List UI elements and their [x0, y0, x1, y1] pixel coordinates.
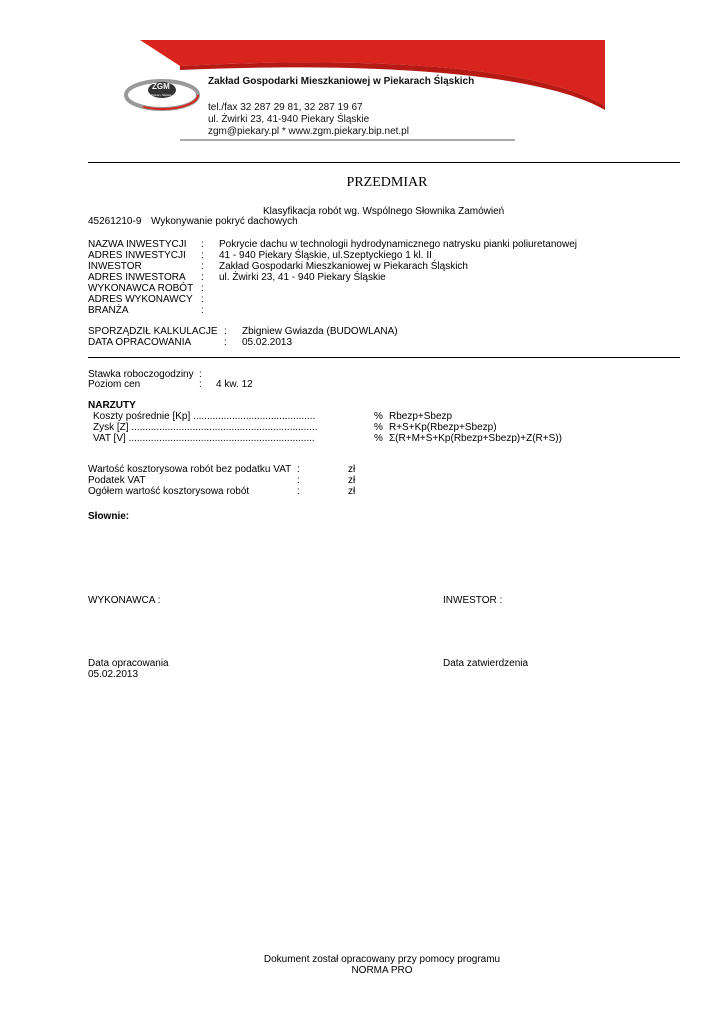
company-address: ul. Żwirki 23, 41-940 Piekary Śląskie — [208, 114, 370, 125]
classification-heading: Klasyfikacja robót wg. Wspólnego Słownika Zamówień — [263, 206, 505, 217]
info-label: WYKONAWCA ROBÓT — [88, 283, 194, 294]
info-value: Pokrycie dachu w technologii hydrodynamicznego natrysku pianki poliuretanowej — [219, 239, 577, 250]
labor-rate-label: Stawka roboczogodziny — [88, 369, 194, 380]
info-label: ADRES WYKONAWCY — [88, 294, 193, 305]
labor-rate-colon: : — [199, 369, 202, 380]
info-value: ul. Żwirki 23, 41 - 940 Piekary Śląskie — [219, 272, 386, 283]
price-level-value: 4 kw. 12 — [216, 379, 253, 390]
company-email: zgm@piekary.pl * www.zgm.piekary.bip.net.pl — [208, 126, 409, 137]
prepared-by-value: Zbigniew Gwiazda (BUDOWLANA) — [242, 326, 398, 337]
info-value: Zakład Gospodarki Mieszkaniowej w Piekarach Śląskich — [219, 261, 468, 272]
total-label: Ogółem wartość kosztorysowa robót — [88, 486, 250, 497]
info-colon: : — [201, 239, 204, 250]
total-currency: zł — [348, 475, 356, 486]
info-colon: : — [201, 261, 204, 272]
markup-unit: % — [374, 433, 383, 444]
total-currency: zł — [348, 486, 356, 497]
info-label: ADRES INWESTYCJI — [88, 250, 186, 261]
info-colon: : — [201, 305, 204, 316]
top-divider — [88, 162, 680, 163]
info-colon: : — [201, 250, 204, 261]
footer-line-2: NORMA PRO — [351, 965, 413, 976]
price-level-colon: : — [199, 379, 202, 390]
prepared-date-label-bottom: Data opracowania — [88, 658, 169, 669]
info-colon: : — [201, 272, 204, 283]
total-colon: : — [297, 486, 300, 497]
prepared-date-value-bottom: 05.02.2013 — [88, 669, 139, 680]
prepared-by-colon: : — [224, 326, 227, 337]
markup-formula: Σ(R+M+S+Kp(Rbezp+Sbezp)+Z(R+S)) — [389, 433, 562, 444]
zgm-logo — [124, 76, 202, 112]
total-colon: : — [297, 475, 300, 486]
info-label: BRANŻA — [88, 305, 129, 316]
prepared-date-label: DATA OPRACOWANIA — [88, 337, 192, 348]
footer-line-1: Dokument został opracowany przy pomocy programu — [263, 954, 501, 965]
prepared-date-colon: : — [224, 337, 227, 348]
middle-divider — [88, 357, 680, 358]
markup-formula: Rbezp+Sbezp — [389, 411, 453, 422]
company-name: Zakład Gospodarki Mieszkaniowej w Piekarach Śląskich — [208, 76, 475, 87]
total-colon: : — [297, 464, 300, 475]
info-colon: : — [201, 283, 204, 294]
info-value: 41 - 940 Piekary Śląskie, ul.Szeptyckiego 1 kl. II — [219, 250, 432, 261]
markup-unit: % — [374, 422, 383, 433]
info-label: ADRES INWESTORA — [88, 272, 186, 283]
company-phone: tel./fax 32 287 29 81, 32 287 19 67 — [208, 102, 363, 113]
letterhead — [120, 36, 610, 146]
total-currency: zł — [348, 464, 356, 475]
markup-label: VAT [V] ................................................................... — [93, 433, 315, 444]
markups-heading: NARZUTY — [88, 400, 136, 411]
price-level-label: Poziom cen — [88, 379, 141, 390]
prepared-date-value: 05.02.2013 — [242, 337, 293, 348]
total-label: Podatek VAT — [88, 475, 146, 486]
document-title: PRZEDMIAR — [346, 175, 428, 190]
approval-date-label: Data zatwierdzenia — [443, 658, 529, 669]
investor-signature-label: INWESTOR : — [443, 595, 503, 606]
markup-formula: R+S+Kp(Rbezp+Sbezp) — [389, 422, 497, 433]
markup-unit: % — [374, 411, 383, 422]
words-label: Słownie: — [88, 511, 130, 522]
prepared-by-label: SPORZĄDZIŁ KALKULACJE — [88, 326, 218, 337]
classification-description: Wykonywanie pokryć dachowych — [151, 216, 298, 227]
logo-text: ZGM — [152, 82, 170, 91]
classification-code: 45261210-9 — [88, 216, 142, 227]
info-label: NAZWA INWESTYCJI — [88, 239, 187, 250]
info-label: INWESTOR — [88, 261, 142, 272]
logo-subtext: Piekary Śląskie — [151, 93, 172, 97]
info-colon: : — [201, 294, 204, 305]
contractor-signature-label: WYKONAWCA : — [88, 595, 161, 606]
markup-label: Koszty pośrednie [Kp] ............................................ — [93, 411, 316, 422]
markup-label: Zysk [Z] ................................................................... — [93, 422, 318, 433]
total-label: Wartość kosztorysowa robót bez podatku VAT — [88, 464, 292, 475]
